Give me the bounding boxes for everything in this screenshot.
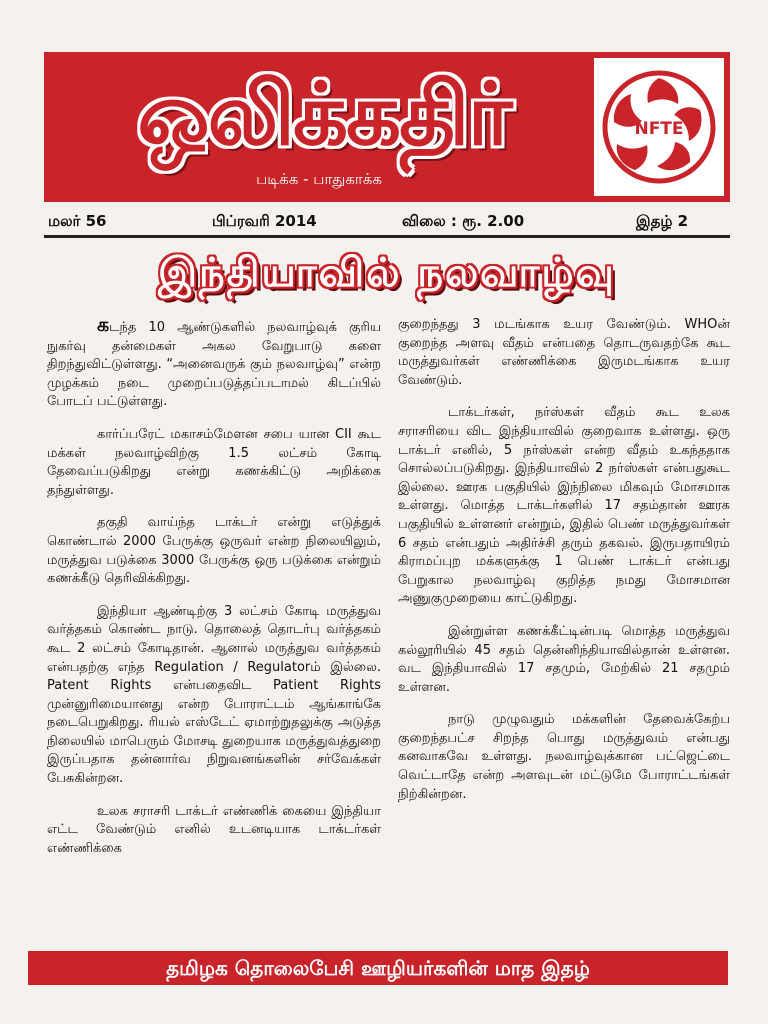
- dropcap: க: [97, 314, 110, 336]
- article-paragraph: நாடு முழுவதும் மக்களின் தேவைக்கேற்ப குறைந்தபட்ச சிறந்த பொது மருத்துவம் என்பது கனவாகவே உள்ளது. நலவாழ்வுக்கான பட்ஜெட்டை வெட்டாதே என்ற அளவுடன் மட்டுமே போராட்டங்கள் நிற்கின்றன.: [398, 712, 730, 802]
- paragraph-text: டந்த 10 ஆண்டுகளில் நலவாழ்வுக் குரிய நுகர்வு தன்மைகள் அகல வேறுபாடு களை திறந்துவிட்டுள்ளது. “அனைவருக் கும் நலவாழ்வு” என்ற முழக்கம் நடை முறைப்படுத்தப்படாமல் கிடப்பில் போடப் பட்டுள்ளது.: [47, 320, 381, 410]
- right-column: [398, 316, 730, 818]
- footer-banner: தமிழக தொலைபேசி ஊழியர்களின் மாத இதழ்: [28, 951, 728, 985]
- issue-number-label: இதழ் 2: [636, 212, 689, 230]
- logo-text: NFTE: [634, 119, 684, 139]
- headline: இந்தியாவில் நலவாழ்வு: [158, 250, 616, 296]
- paper-title: ஒலிக்கதிர்: [137, 65, 511, 165]
- price-label: விலை : ரூ. 2.00: [402, 212, 525, 230]
- left-column: [47, 316, 381, 872]
- article-paragraph: இன்றுள்ள கணக்கீட்டின்படி மொத்த மருத்துவ கல்லூரியில் 45 சதம் தென்னிந்தியாவில்தான் உள்ளன. வட இந்தியாவில் 17 சதமும், மேற்கில் 21 சதமும் உள்ளன.: [398, 623, 730, 695]
- article-paragraph: இந்தியா ஆண்டிற்கு 3 லட்சம் கோடி மருத்துவ வர்த்தகம் கொண்ட நாடு. தொலைத் தொடர்பு வர்த்தகம் கூட 2 லட்சம் கோடிதான். ஆனால் மருத்துவ வர்த்தகம் என்பதற்கு எந்த Regulation / Regulatorம் இல்லை. Patent Rights என்பதைவிட Patient Rights முன்னுரிமையானது என்ற போராட்டம் ஆங்காங்கே நடைபெறுகிறது. ரியல் எஸ்டேட் ஏமாற்றுதலுக்கு அடுத்த நிலையில் மாபெரும் மோசடி துறையாக மருத்துவத்துறை இருப்பதாக தன்னார்வ நிறுவனங்களின் சர்வேக்கள் பேசுகின்றன.: [47, 603, 381, 787]
- header-divider: [44, 235, 730, 238]
- article-paragraph: கார்ப்பரேட் மகாசம்மேளன சபை யான CII கூட மக்கள் நலவாழ்விற்கு 1.5 லட்சம் கோடி தேவைப்படுகிறது என்று கணக்கிட்டு அறிக்கை தந்துள்ளது.: [47, 426, 381, 498]
- logo-box: [594, 58, 724, 196]
- title-box: [44, 52, 594, 202]
- article-paragraph: குறைந்தது 3 மடங்காக உயர வேண்டும். WHOன் குறைந்த அளவு வீதம் என்பதை தொடருவதற்கே கூட மருத்துவர்கள் எண்ணிக்கை இருமடங்காக உயர வேண்டும்.: [398, 317, 730, 388]
- article-paragraph: உலக சராசரி டாக்டர் எண்ணிக் கையை இந்தியா எட்ட வேண்டும் எனில் உடனடியாக டாக்டர்கள் எண்ணிக்கை: [47, 803, 381, 856]
- date-label: பிப்ரவரி 2014: [212, 212, 317, 230]
- volume-label: மலர் 56: [48, 212, 107, 230]
- issue-info-bar: [44, 212, 730, 234]
- article-paragraph: தகுதி வாய்ந்த டாக்டர் என்று எடுத்துக் கொண்டால் 2000 பேருக்கு ஒருவர் என்ற நிலையிலும், மருத்துவ படுக்கை 3000 பேருக்கு ஒரு படுக்கை என்றும் கணக்கீடு தெரிவிக்கிறது.: [47, 515, 381, 587]
- article-paragraph: [47, 316, 381, 412]
- masthead: [44, 52, 730, 202]
- tagline: படிக்க - பாதுகாக்க: [256, 170, 382, 188]
- nfte-logo: [602, 70, 716, 184]
- article-paragraph: டாக்டர்கள், நர்ஸ்கள் வீதம் கூட உலக சராசரியை விட இந்தியாவில் குறைவாக உள்ளது. ஒரு டாக்டர் எனில், 5 நர்ஸ்கள் என்ற வீதம் உகந்ததாக சொல்லப்படுகிறது. இந்தியாவில் 2 நர்ஸ்கள் என்பதுகூட இல்லை. ஊரக பகுதியில் இந்நிலை மிகவும் மோசமாக உள்ளது. மொத்த டாக்டர்களில் 17 சதம்தான் ஊரக பகுதியில் உள்ளனர் என்றும், இதில் பெண் மருத்துவர்கள் 6 சதம் என்பதும் அதிர்ச்சி தரும் தகவல். இருபதாயிரம் கிராமப்புற மக்களுக்கு 1 பெண் டாக்டர் என்பது பேறுகால நலவாழ்வு குறித்த நமது மோசமான அணுகுமுறையை காட்டுகிறது.: [398, 405, 730, 607]
